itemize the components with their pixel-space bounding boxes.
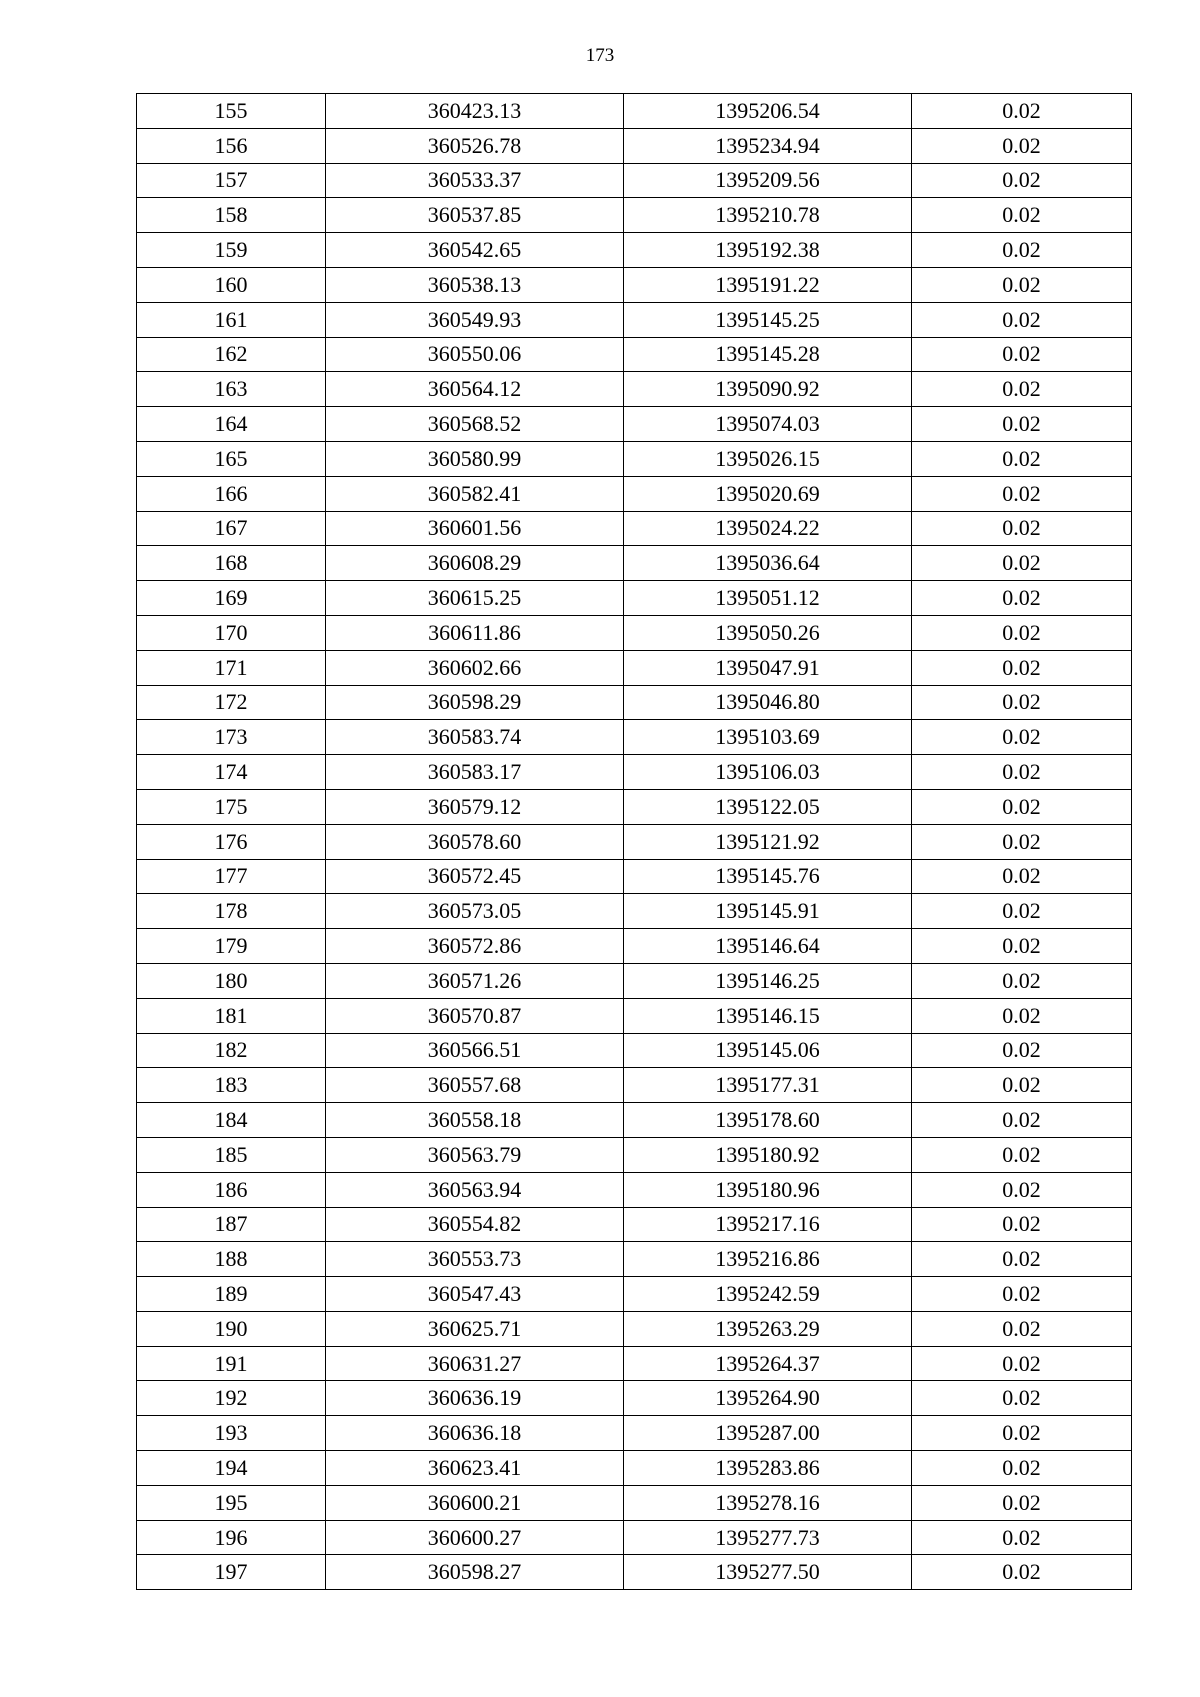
table-row	[137, 1416, 1132, 1451]
table-row	[137, 511, 1132, 546]
error-cell: 0.02	[912, 1346, 1132, 1381]
x-coordinate-cell: 360537.85	[326, 198, 624, 233]
error-cell: 0.02	[912, 302, 1132, 337]
point-number-cell: 168	[137, 546, 326, 581]
x-coordinate-cell: 360566.51	[326, 1033, 624, 1068]
point-number-cell: 197	[137, 1555, 326, 1590]
x-coordinate-cell: 360563.94	[326, 1172, 624, 1207]
table-row	[137, 233, 1132, 268]
table-row	[137, 789, 1132, 824]
error-cell: 0.02	[912, 1311, 1132, 1346]
x-coordinate-cell: 360636.19	[326, 1381, 624, 1416]
table-row	[137, 963, 1132, 998]
error-cell: 0.02	[912, 720, 1132, 755]
x-coordinate-cell: 360598.29	[326, 685, 624, 720]
x-coordinate-cell: 360631.27	[326, 1346, 624, 1381]
table-row	[137, 1555, 1132, 1590]
table-row	[137, 1485, 1132, 1520]
table-row	[137, 755, 1132, 790]
error-cell: 0.02	[912, 1033, 1132, 1068]
y-coordinate-cell: 1395036.64	[624, 546, 912, 581]
table-row	[137, 1068, 1132, 1103]
table-row	[137, 476, 1132, 511]
table-row	[137, 1103, 1132, 1138]
point-number-cell: 174	[137, 755, 326, 790]
point-number-cell: 193	[137, 1416, 326, 1451]
page-number: 173	[585, 45, 615, 66]
x-coordinate-cell: 360600.21	[326, 1485, 624, 1520]
point-number-cell: 187	[137, 1207, 326, 1242]
x-coordinate-cell: 360601.56	[326, 511, 624, 546]
error-cell: 0.02	[912, 546, 1132, 581]
error-cell: 0.02	[912, 407, 1132, 442]
table-row	[137, 720, 1132, 755]
x-coordinate-cell: 360526.78	[326, 128, 624, 163]
error-cell: 0.02	[912, 685, 1132, 720]
x-coordinate-cell: 360558.18	[326, 1103, 624, 1138]
x-coordinate-cell: 360550.06	[326, 337, 624, 372]
point-number-cell: 167	[137, 511, 326, 546]
error-cell: 0.02	[912, 1068, 1132, 1103]
y-coordinate-cell: 1395234.94	[624, 128, 912, 163]
error-cell: 0.02	[912, 789, 1132, 824]
x-coordinate-cell: 360564.12	[326, 372, 624, 407]
table-row	[137, 894, 1132, 929]
error-cell: 0.02	[912, 894, 1132, 929]
point-number-cell: 194	[137, 1451, 326, 1486]
y-coordinate-cell: 1395046.80	[624, 685, 912, 720]
error-cell: 0.02	[912, 94, 1132, 129]
point-number-cell: 188	[137, 1242, 326, 1277]
table-row	[137, 407, 1132, 442]
y-coordinate-cell: 1395122.05	[624, 789, 912, 824]
y-coordinate-cell: 1395145.76	[624, 859, 912, 894]
y-coordinate-cell: 1395047.91	[624, 650, 912, 685]
table-row	[137, 128, 1132, 163]
point-number-cell: 170	[137, 615, 326, 650]
y-coordinate-cell: 1395024.22	[624, 511, 912, 546]
point-number-cell: 166	[137, 476, 326, 511]
error-cell: 0.02	[912, 1277, 1132, 1312]
error-cell: 0.02	[912, 1520, 1132, 1555]
table-row	[137, 1451, 1132, 1486]
y-coordinate-cell: 1395278.16	[624, 1485, 912, 1520]
point-number-cell: 195	[137, 1485, 326, 1520]
error-cell: 0.02	[912, 581, 1132, 616]
point-number-cell: 165	[137, 441, 326, 476]
y-coordinate-cell: 1395145.06	[624, 1033, 912, 1068]
error-cell: 0.02	[912, 1416, 1132, 1451]
x-coordinate-cell: 360611.86	[326, 615, 624, 650]
point-number-cell: 178	[137, 894, 326, 929]
point-number-cell: 176	[137, 824, 326, 859]
y-coordinate-cell: 1395283.86	[624, 1451, 912, 1486]
point-number-cell: 155	[137, 94, 326, 129]
error-cell: 0.02	[912, 963, 1132, 998]
y-coordinate-cell: 1395103.69	[624, 720, 912, 755]
table-row	[137, 581, 1132, 616]
table-row	[137, 1207, 1132, 1242]
x-coordinate-cell: 360538.13	[326, 267, 624, 302]
y-coordinate-cell: 1395074.03	[624, 407, 912, 442]
table-row	[137, 1311, 1132, 1346]
y-coordinate-cell: 1395026.15	[624, 441, 912, 476]
point-number-cell: 196	[137, 1520, 326, 1555]
error-cell: 0.02	[912, 650, 1132, 685]
point-number-cell: 181	[137, 998, 326, 1033]
x-coordinate-cell: 360583.17	[326, 755, 624, 790]
y-coordinate-cell: 1395146.25	[624, 963, 912, 998]
y-coordinate-cell: 1395050.26	[624, 615, 912, 650]
point-number-cell: 157	[137, 163, 326, 198]
point-number-cell: 158	[137, 198, 326, 233]
y-coordinate-cell: 1395180.96	[624, 1172, 912, 1207]
error-cell: 0.02	[912, 1242, 1132, 1277]
table-body	[137, 94, 1132, 1590]
y-coordinate-cell: 1395121.92	[624, 824, 912, 859]
point-number-cell: 162	[137, 337, 326, 372]
x-coordinate-cell: 360602.66	[326, 650, 624, 685]
point-number-cell: 156	[137, 128, 326, 163]
x-coordinate-cell: 360615.25	[326, 581, 624, 616]
y-coordinate-cell: 1395106.03	[624, 755, 912, 790]
point-number-cell: 189	[137, 1277, 326, 1312]
point-number-cell: 184	[137, 1103, 326, 1138]
error-cell: 0.02	[912, 824, 1132, 859]
table-row	[137, 372, 1132, 407]
table-row	[137, 163, 1132, 198]
table-row	[137, 546, 1132, 581]
point-number-cell: 177	[137, 859, 326, 894]
y-coordinate-cell: 1395210.78	[624, 198, 912, 233]
y-coordinate-cell: 1395217.16	[624, 1207, 912, 1242]
point-number-cell: 171	[137, 650, 326, 685]
error-cell: 0.02	[912, 1103, 1132, 1138]
table-row	[137, 1172, 1132, 1207]
point-number-cell: 192	[137, 1381, 326, 1416]
y-coordinate-cell: 1395178.60	[624, 1103, 912, 1138]
error-cell: 0.02	[912, 1555, 1132, 1590]
x-coordinate-cell: 360625.71	[326, 1311, 624, 1346]
point-number-cell: 180	[137, 963, 326, 998]
x-coordinate-cell: 360636.18	[326, 1416, 624, 1451]
x-coordinate-cell: 360533.37	[326, 163, 624, 198]
x-coordinate-cell: 360600.27	[326, 1520, 624, 1555]
x-coordinate-cell: 360572.86	[326, 929, 624, 964]
error-cell: 0.02	[912, 1485, 1132, 1520]
y-coordinate-cell: 1395020.69	[624, 476, 912, 511]
y-coordinate-cell: 1395263.29	[624, 1311, 912, 1346]
x-coordinate-cell: 360570.87	[326, 998, 624, 1033]
table-row	[137, 94, 1132, 129]
point-number-cell: 185	[137, 1137, 326, 1172]
table-row	[137, 302, 1132, 337]
error-cell: 0.02	[912, 1381, 1132, 1416]
error-cell: 0.02	[912, 615, 1132, 650]
point-number-cell: 182	[137, 1033, 326, 1068]
table-row	[137, 198, 1132, 233]
y-coordinate-cell: 1395145.25	[624, 302, 912, 337]
error-cell: 0.02	[912, 859, 1132, 894]
y-coordinate-cell: 1395206.54	[624, 94, 912, 129]
point-number-cell: 190	[137, 1311, 326, 1346]
table-row	[137, 998, 1132, 1033]
x-coordinate-cell: 360573.05	[326, 894, 624, 929]
point-number-cell: 159	[137, 233, 326, 268]
x-coordinate-cell: 360572.45	[326, 859, 624, 894]
y-coordinate-cell: 1395177.31	[624, 1068, 912, 1103]
x-coordinate-cell: 360554.82	[326, 1207, 624, 1242]
coordinate-table	[136, 93, 1132, 1590]
error-cell: 0.02	[912, 1451, 1132, 1486]
point-number-cell: 179	[137, 929, 326, 964]
error-cell: 0.02	[912, 1172, 1132, 1207]
point-number-cell: 183	[137, 1068, 326, 1103]
x-coordinate-cell: 360580.99	[326, 441, 624, 476]
point-number-cell: 160	[137, 267, 326, 302]
y-coordinate-cell: 1395277.73	[624, 1520, 912, 1555]
y-coordinate-cell: 1395242.59	[624, 1277, 912, 1312]
error-cell: 0.02	[912, 267, 1132, 302]
point-number-cell: 191	[137, 1346, 326, 1381]
y-coordinate-cell: 1395191.22	[624, 267, 912, 302]
y-coordinate-cell: 1395287.00	[624, 1416, 912, 1451]
error-cell: 0.02	[912, 511, 1132, 546]
y-coordinate-cell: 1395192.38	[624, 233, 912, 268]
table-row	[137, 824, 1132, 859]
table-row	[137, 441, 1132, 476]
point-number-cell: 161	[137, 302, 326, 337]
x-coordinate-cell: 360623.41	[326, 1451, 624, 1486]
error-cell: 0.02	[912, 163, 1132, 198]
x-coordinate-cell: 360547.43	[326, 1277, 624, 1312]
error-cell: 0.02	[912, 233, 1132, 268]
table-row	[137, 650, 1132, 685]
table-row	[137, 929, 1132, 964]
y-coordinate-cell: 1395090.92	[624, 372, 912, 407]
point-number-cell: 169	[137, 581, 326, 616]
y-coordinate-cell: 1395216.86	[624, 1242, 912, 1277]
point-number-cell: 173	[137, 720, 326, 755]
error-cell: 0.02	[912, 198, 1132, 233]
table-row	[137, 1242, 1132, 1277]
x-coordinate-cell: 360563.79	[326, 1137, 624, 1172]
x-coordinate-cell: 360571.26	[326, 963, 624, 998]
error-cell: 0.02	[912, 1207, 1132, 1242]
error-cell: 0.02	[912, 337, 1132, 372]
point-number-cell: 186	[137, 1172, 326, 1207]
point-number-cell: 163	[137, 372, 326, 407]
y-coordinate-cell: 1395277.50	[624, 1555, 912, 1590]
y-coordinate-cell: 1395145.28	[624, 337, 912, 372]
table-row	[137, 1033, 1132, 1068]
error-cell: 0.02	[912, 1137, 1132, 1172]
error-cell: 0.02	[912, 441, 1132, 476]
y-coordinate-cell: 1395264.37	[624, 1346, 912, 1381]
y-coordinate-cell: 1395146.64	[624, 929, 912, 964]
error-cell: 0.02	[912, 755, 1132, 790]
x-coordinate-cell: 360549.93	[326, 302, 624, 337]
table-row	[137, 859, 1132, 894]
x-coordinate-cell: 360579.12	[326, 789, 624, 824]
x-coordinate-cell: 360598.27	[326, 1555, 624, 1590]
table-row	[137, 1137, 1132, 1172]
y-coordinate-cell: 1395051.12	[624, 581, 912, 616]
table-row	[137, 1381, 1132, 1416]
table-row	[137, 267, 1132, 302]
point-number-cell: 164	[137, 407, 326, 442]
table-row	[137, 1346, 1132, 1381]
y-coordinate-cell: 1395146.15	[624, 998, 912, 1033]
point-number-cell: 175	[137, 789, 326, 824]
table-row	[137, 337, 1132, 372]
error-cell: 0.02	[912, 476, 1132, 511]
x-coordinate-cell: 360568.52	[326, 407, 624, 442]
error-cell: 0.02	[912, 929, 1132, 964]
x-coordinate-cell: 360557.68	[326, 1068, 624, 1103]
x-coordinate-cell: 360542.65	[326, 233, 624, 268]
x-coordinate-cell: 360583.74	[326, 720, 624, 755]
table-row	[137, 1277, 1132, 1312]
y-coordinate-cell: 1395264.90	[624, 1381, 912, 1416]
y-coordinate-cell: 1395209.56	[624, 163, 912, 198]
x-coordinate-cell: 360423.13	[326, 94, 624, 129]
table-row	[137, 615, 1132, 650]
y-coordinate-cell: 1395180.92	[624, 1137, 912, 1172]
y-coordinate-cell: 1395145.91	[624, 894, 912, 929]
table-row	[137, 685, 1132, 720]
x-coordinate-cell: 360608.29	[326, 546, 624, 581]
x-coordinate-cell: 360553.73	[326, 1242, 624, 1277]
error-cell: 0.02	[912, 372, 1132, 407]
error-cell: 0.02	[912, 998, 1132, 1033]
table-row	[137, 1520, 1132, 1555]
x-coordinate-cell: 360582.41	[326, 476, 624, 511]
x-coordinate-cell: 360578.60	[326, 824, 624, 859]
error-cell: 0.02	[912, 128, 1132, 163]
point-number-cell: 172	[137, 685, 326, 720]
